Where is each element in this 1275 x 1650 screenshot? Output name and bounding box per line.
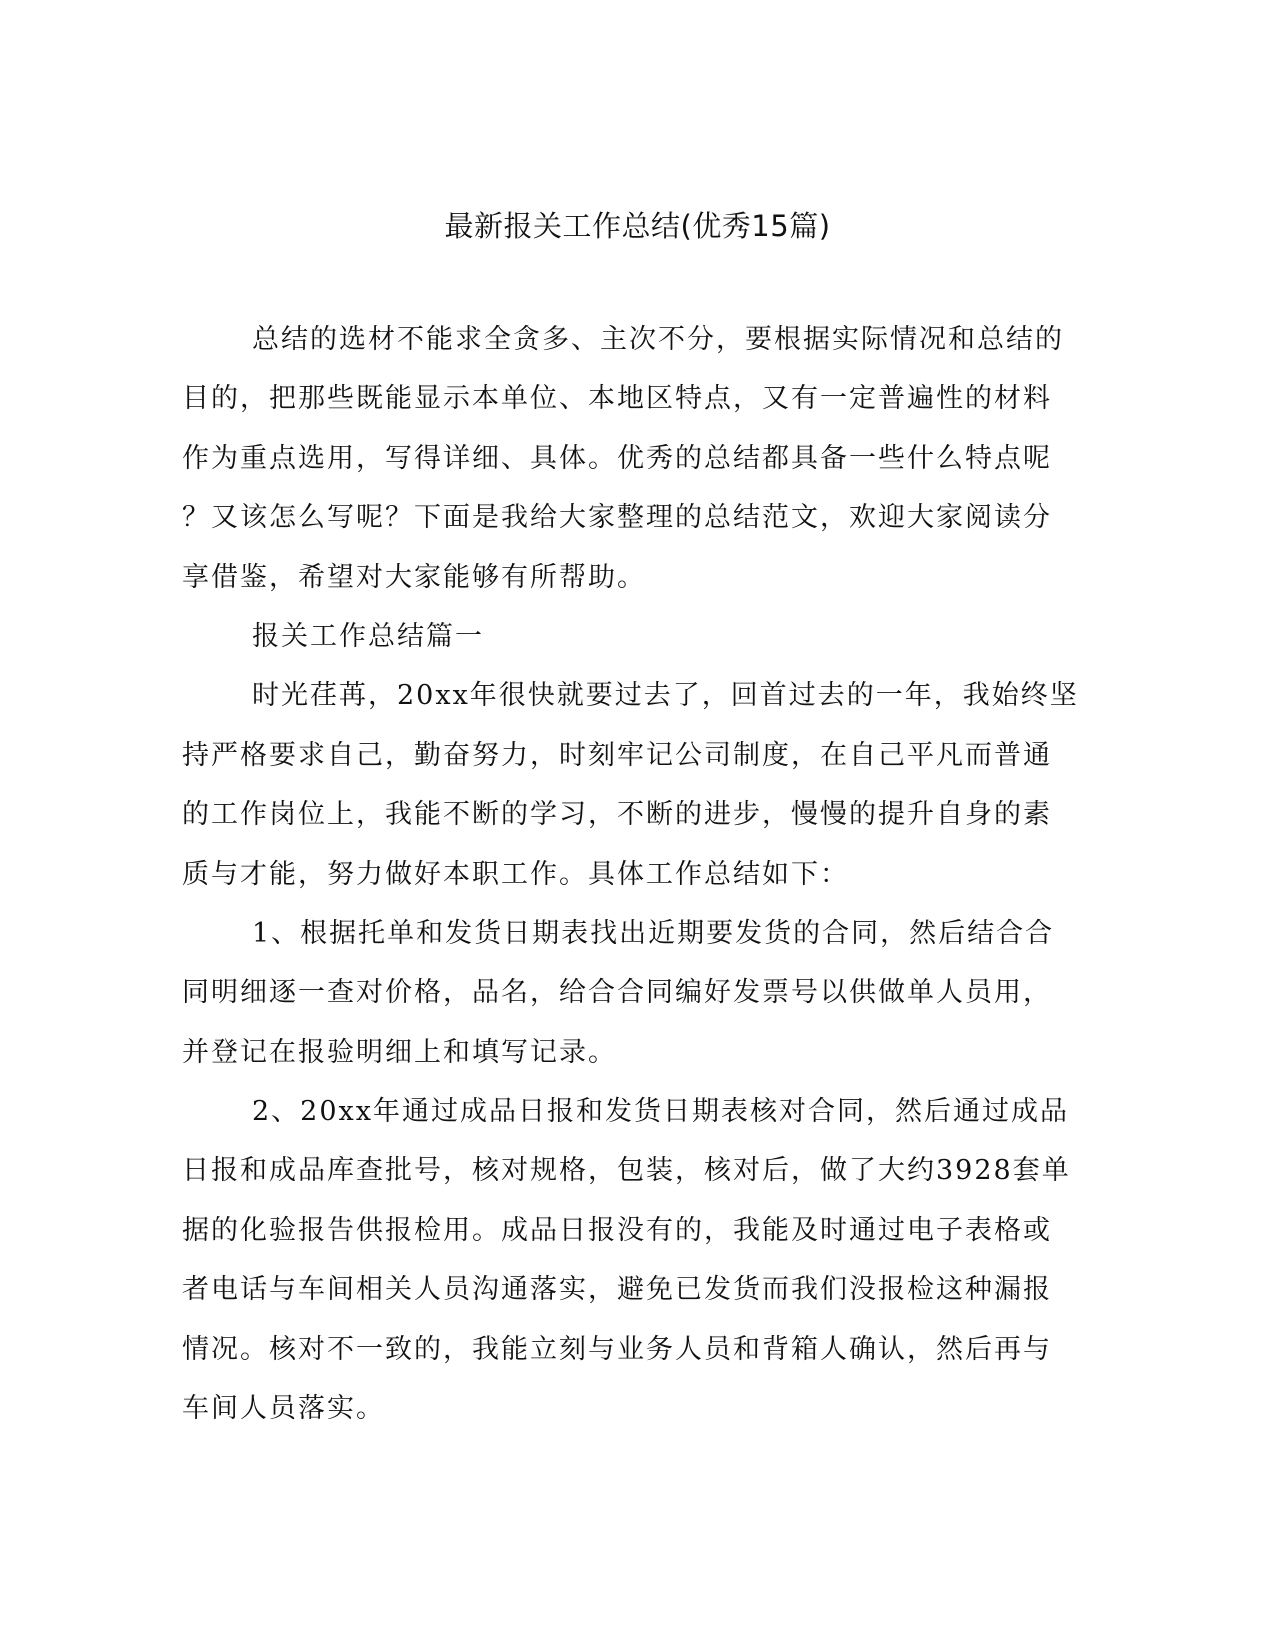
body-line: 车间人员落实。 (182, 1393, 385, 1425)
body-line: 的工作岗位上，我能不断的学习，不断的进步，慢慢的提升自身的素 (182, 799, 1052, 831)
body-line: 质与才能，努力做好本职工作。具体工作总结如下： (182, 858, 849, 890)
body-line: 2、20xx年通过成品日报和发货日期表核对合同，然后通过成品 (252, 1096, 1069, 1128)
body-line: 报关工作总结篇一 (252, 620, 484, 652)
body-line: ？又该怎么写呢？下面是我给大家整理的总结范文，欢迎大家阅读分 (182, 502, 1052, 534)
body-line: 情况。核对不一致的，我能立刻与业务人员和背箱人确认，然后再与 (182, 1333, 1052, 1365)
body-line: 时光荏苒，20xx年很快就要过去了，回首过去的一年，我始终坚 (252, 680, 1079, 712)
body-line: 1、根据托单和发货日期表找出近期要发货的合同，然后结合合 (252, 917, 1055, 949)
body-line: 同明细逐一查对价格，品名，给合合同编好发票号以供做单人员用， (182, 977, 1052, 1009)
body-line: 持严格要求自己，勤奋努力，时刻牢记公司制度，在自己平凡而普通 (182, 739, 1052, 771)
body-line: 总结的选材不能求全贪多、主次不分，要根据实际情况和总结的 (252, 324, 1064, 355)
body-line: 据的化验报告供报检用。成品日报没有的，我能及时通过电子表格或 (182, 1214, 1052, 1246)
body-line: 者电话与车间相关人员沟通落实，避免已发货而我们没报检这种漏报 (182, 1274, 1052, 1306)
body-line: 目的，把那些既能显示本单位、本地区特点，又有一定普遍性的材料 (182, 383, 1052, 415)
document-title: 最新报关工作总结(优秀15篇) (444, 209, 831, 243)
document-body (182, 320, 1079, 1448)
body-line: 日报和成品库查批号，核对规格，包装，核对后，做了大约3928套单 (182, 1155, 1071, 1187)
body-line: 并登记在报验明细上和填写记录。 (182, 1036, 617, 1068)
body-line: 享借鉴，希望对大家能够有所帮助。 (182, 561, 646, 593)
body-line: 作为重点选用，写得详细、具体。优秀的总结都具备一些什么特点呢 (182, 442, 1052, 474)
